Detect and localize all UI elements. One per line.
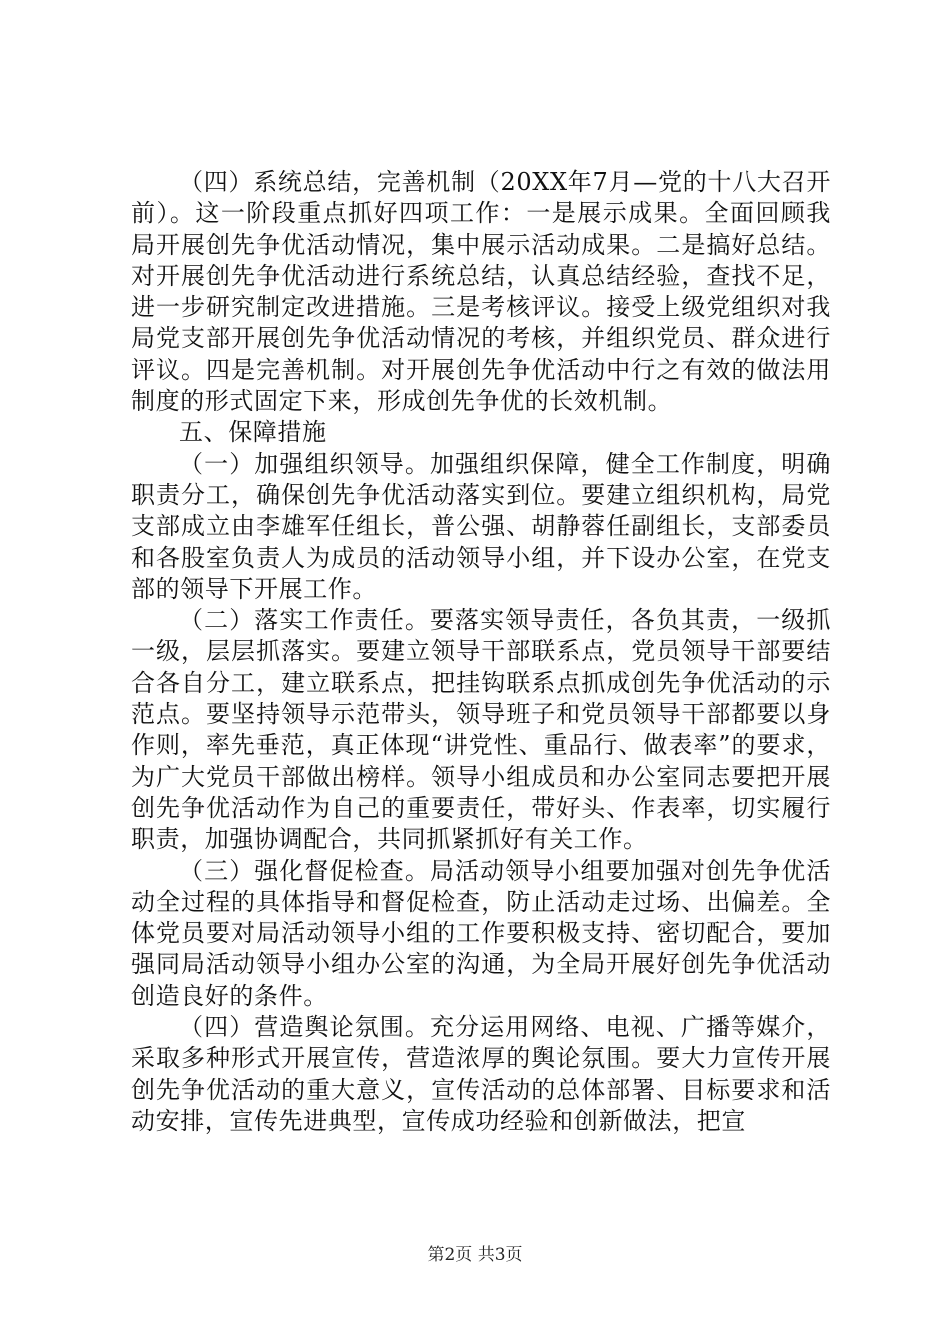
paragraph-work-responsibility: （二）落实工作责任。要落实领导责任，各负其责，一级抓一级，层层抓落实。要建立领导干部联系点，党员领导干部要结合各自分工，建立联系点，把挂钩联系点抓成创先争优活动的示范点。要坚持领导示范带头，领导班子和党员领导干部都要以身作则，率先垂范，真正体现“讲党性、重品行、做表率”的要求，为广大党员干部做出榜样。领导小组成员和办公室同志要把开展创先争优活动作为自己的重要责任，带好头、作表率，切实履行职责，加强协调配合，共同抓紧抓好有关工作。 [131,606,831,854]
paragraph-summary-stage: （四）系统总结，完善机制（20XX年7月—党的十八大召开前）。这一阶段重点抓好四项工作：一是展示成果。全面回顾我局开展创先争优活动情况，集中展示活动成果。二是搞好总结。对开展创先争优活动进行系统总结，认真总结经验，查找不足，进一步研究制定改进措施。三是考核评议。接受上级党组织对我局党支部开展创先争优活动情况的考核，并组织党员、群众进行评议。四是完善机制。对开展创先争优活动中行之有效的做法用制度的形式固定下来，形成创先争优的长效机制。 [131,168,831,416]
section-heading-safeguards: 五、保障措施 [179,418,327,447]
paragraph-supervision-inspection: （三）强化督促检查。局活动领导小组要加强对创先争优活动全过程的具体指导和督促检查，防止活动走过场、出偏差。全体党员要对局活动领导小组的工作要积极支持、密切配合，要加强同局活动领导小组办公室的沟通，为全局开展好创先争优活动创造良好的条件。 [131,856,831,1010]
paragraph-public-opinion: （四）营造舆论氛围。充分运用网络、电视、广播等媒介，采取多种形式开展宣传，营造浓厚的舆论氛围。要大力宣传开展创先争优活动的重大意义，宣传活动的总体部署、目标要求和活动安排，宣传先进典型，宣传成功经验和创新做法，把宣 [131,1013,831,1135]
paragraph-organization-leadership: （一）加强组织领导。加强组织保障，健全工作制度，明确职责分工，确保创先争优活动落实到位。要建立组织机构，局党支部成立由李雄军任组长，普公强、胡静蓉任副组长，支部委员和各股室负责人为成员的活动领导小组，并下设办公室，在党支部的领导下开展工作。 [131,449,831,603]
document-body [131,167,831,1137]
page-number-footer: 第2页 共3页 [427,1245,523,1265]
